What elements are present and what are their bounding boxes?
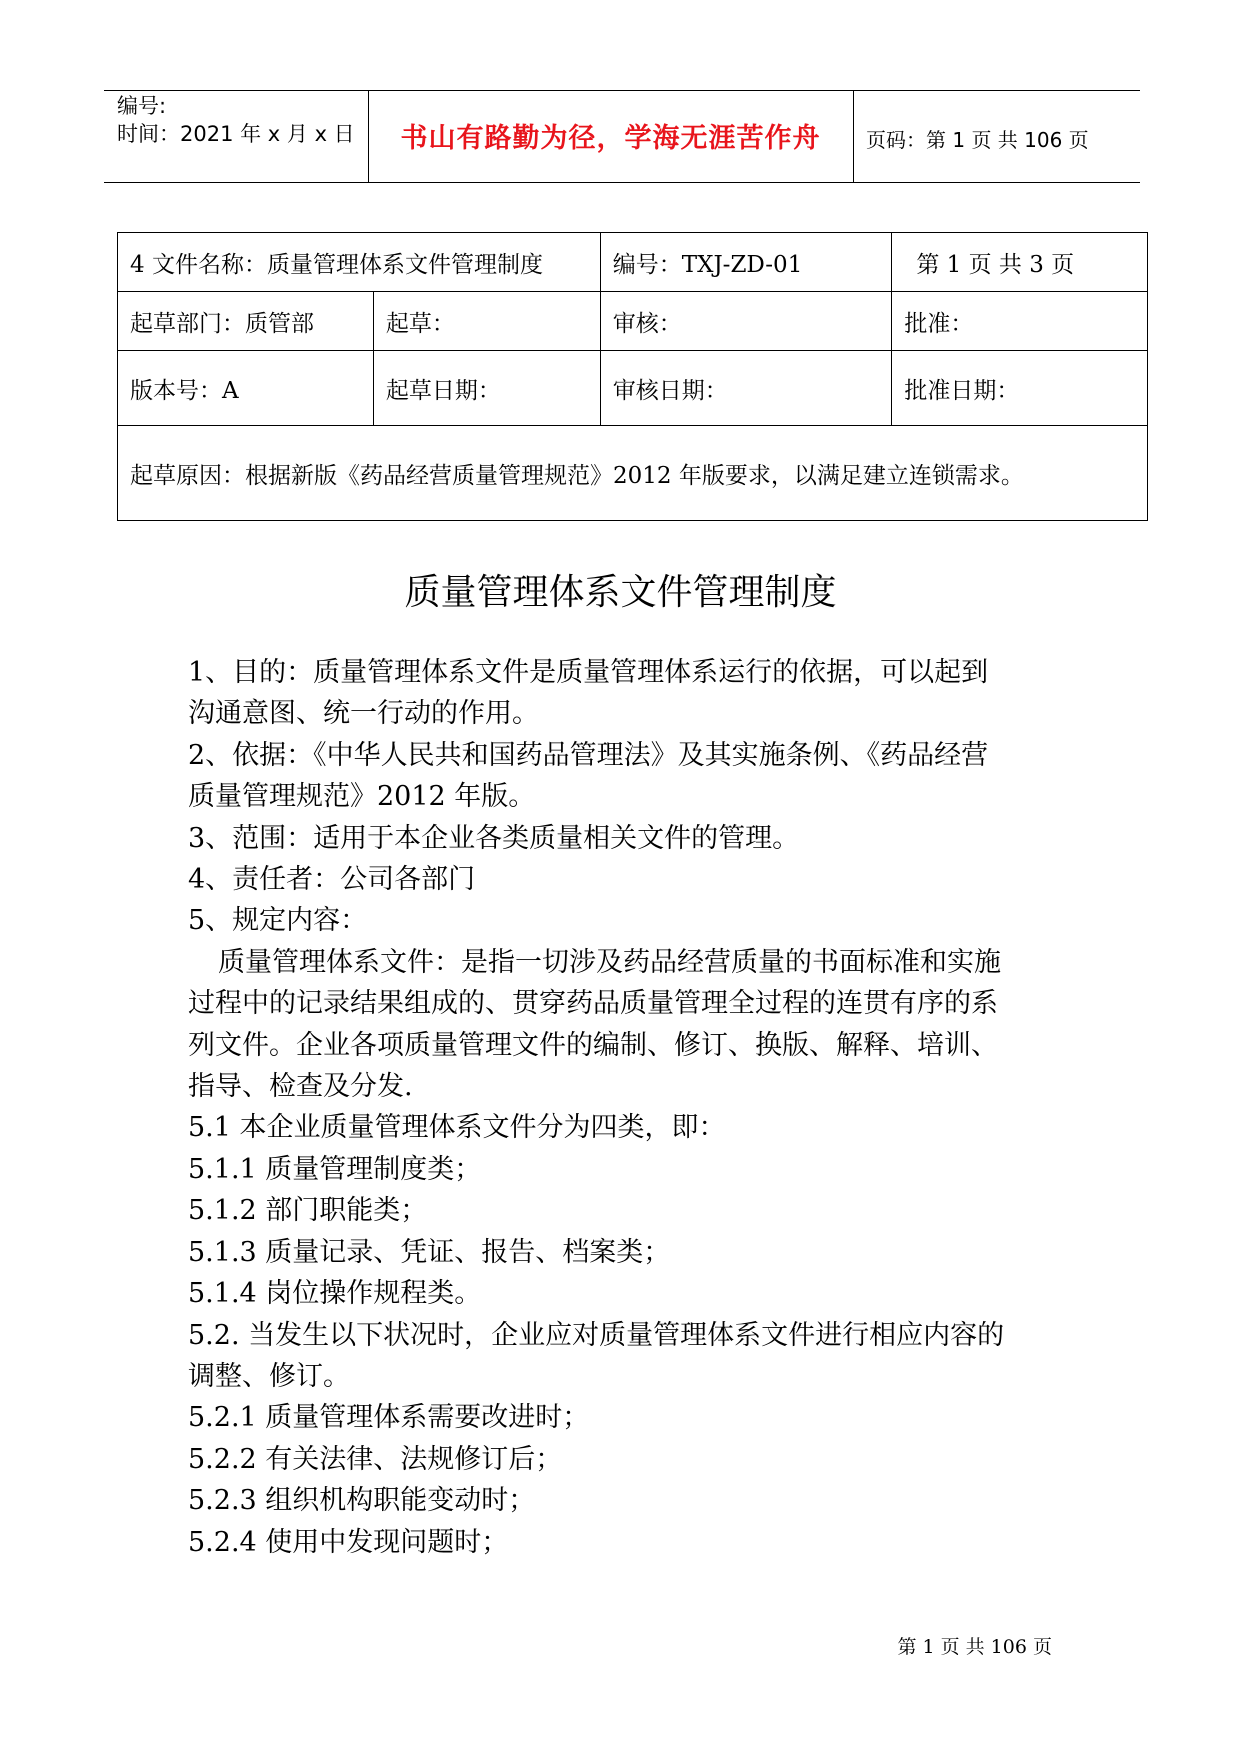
table-row xyxy=(118,292,1148,351)
body-line: 3、范围：适用于本企业各类质量相关文件的管理。 xyxy=(188,822,800,854)
header-motto: 书山有路勤为径，学海无涯苦作舟 xyxy=(400,123,821,154)
version-cell: 版本号：A xyxy=(118,351,374,426)
body-line: 5.2.3 组织机构职能变动时； xyxy=(188,1485,536,1517)
table-row xyxy=(118,426,1148,521)
body-line: 5.1.1 质量管理制度类； xyxy=(188,1153,482,1185)
body-line: 4、责任者：公司各部门 xyxy=(188,864,476,896)
body-line: 沟通意图、统一行动的作用。 xyxy=(188,698,539,730)
review-date-cell: 审核日期： xyxy=(600,351,892,426)
body-line: 1、目的：质量管理体系文件是质量管理体系运行的依据，可以起到 xyxy=(188,657,989,688)
header-top-rule xyxy=(104,90,1140,91)
header-bottom-rule xyxy=(104,182,1140,183)
body-line: 5.2.2 有关法律、法规修订后； xyxy=(188,1443,563,1475)
body-line: 过程中的记录结果组成的、贯穿药品质量管理全过程的连贯有序的系 xyxy=(188,988,998,1020)
file-name-cell: 4 文件名称：质量管理体系文件管理制度 xyxy=(118,233,601,292)
header-page-info: 页码：第 1 页 共 106 页 xyxy=(866,128,1089,152)
body-line: 列文件。企业各项质量管理文件的编制、修订、换版、解释、培训、 xyxy=(188,1029,998,1061)
page-footer: 第 1 页 共 106 页 xyxy=(897,1636,1052,1658)
body-line: 5.2.4 使用中发现问题时； xyxy=(188,1526,509,1558)
header-divider-right xyxy=(853,90,854,182)
reviewer-cell: 审核： xyxy=(600,292,892,351)
header-time: 时间：2021 年 x 月 x 日 xyxy=(117,122,355,146)
body-line: 调整、修订。 xyxy=(188,1360,350,1392)
page-count-cell: 第 1 页 共 3 页 xyxy=(892,233,1148,292)
body-line: 指导、检查及分发. xyxy=(188,1071,413,1103)
document-title: 质量管理体系文件管理制度 xyxy=(404,572,837,613)
drafter-cell: 起草： xyxy=(373,292,600,351)
body-line: 5.2.1 质量管理体系需要改进时； xyxy=(188,1402,590,1434)
draft-dept-cell: 起草部门：质管部 xyxy=(118,292,374,351)
header-number-label: 编号: xyxy=(117,94,167,118)
reason-cell: 起草原因：根据新版《药品经营质量管理规范》2012 年版要求，以满足建立连锁需求。 xyxy=(118,426,1148,521)
body-line: 5.1.3 质量记录、凭证、报告、档案类； xyxy=(188,1236,671,1268)
body-line: 5.1.2 部门职能类； xyxy=(188,1195,428,1227)
body-line: 5、规定内容： xyxy=(188,905,368,937)
approve-date-cell: 批准日期： xyxy=(892,351,1148,426)
body-line: 5.1.4 岗位操作规程类。 xyxy=(188,1278,482,1310)
table-row xyxy=(118,351,1148,426)
body-line: 质量管理体系文件：是指一切涉及药品经营质量的书面标准和实施 xyxy=(218,946,1001,978)
body-line: 5.1 本企业质量管理体系文件分为四类，即： xyxy=(188,1112,726,1144)
body-line: 质量管理规范》2012 年版。 xyxy=(188,781,536,813)
code-cell: 编号：TXJ-ZD-01 xyxy=(600,233,892,292)
body-line: 2、依据：《中华人民共和国药品管理法》及其实施条例、《药品经营 xyxy=(188,739,989,771)
document-body xyxy=(188,652,1088,1563)
draft-date-cell: 起草日期： xyxy=(373,351,600,426)
body-line: 5.2. 当发生以下状况时，企业应对质量管理体系文件进行相应内容的 xyxy=(188,1319,1005,1351)
header-meta xyxy=(117,92,355,148)
document-info-table xyxy=(117,232,1148,521)
table-row xyxy=(118,233,1148,292)
approver-cell: 批准： xyxy=(892,292,1148,351)
